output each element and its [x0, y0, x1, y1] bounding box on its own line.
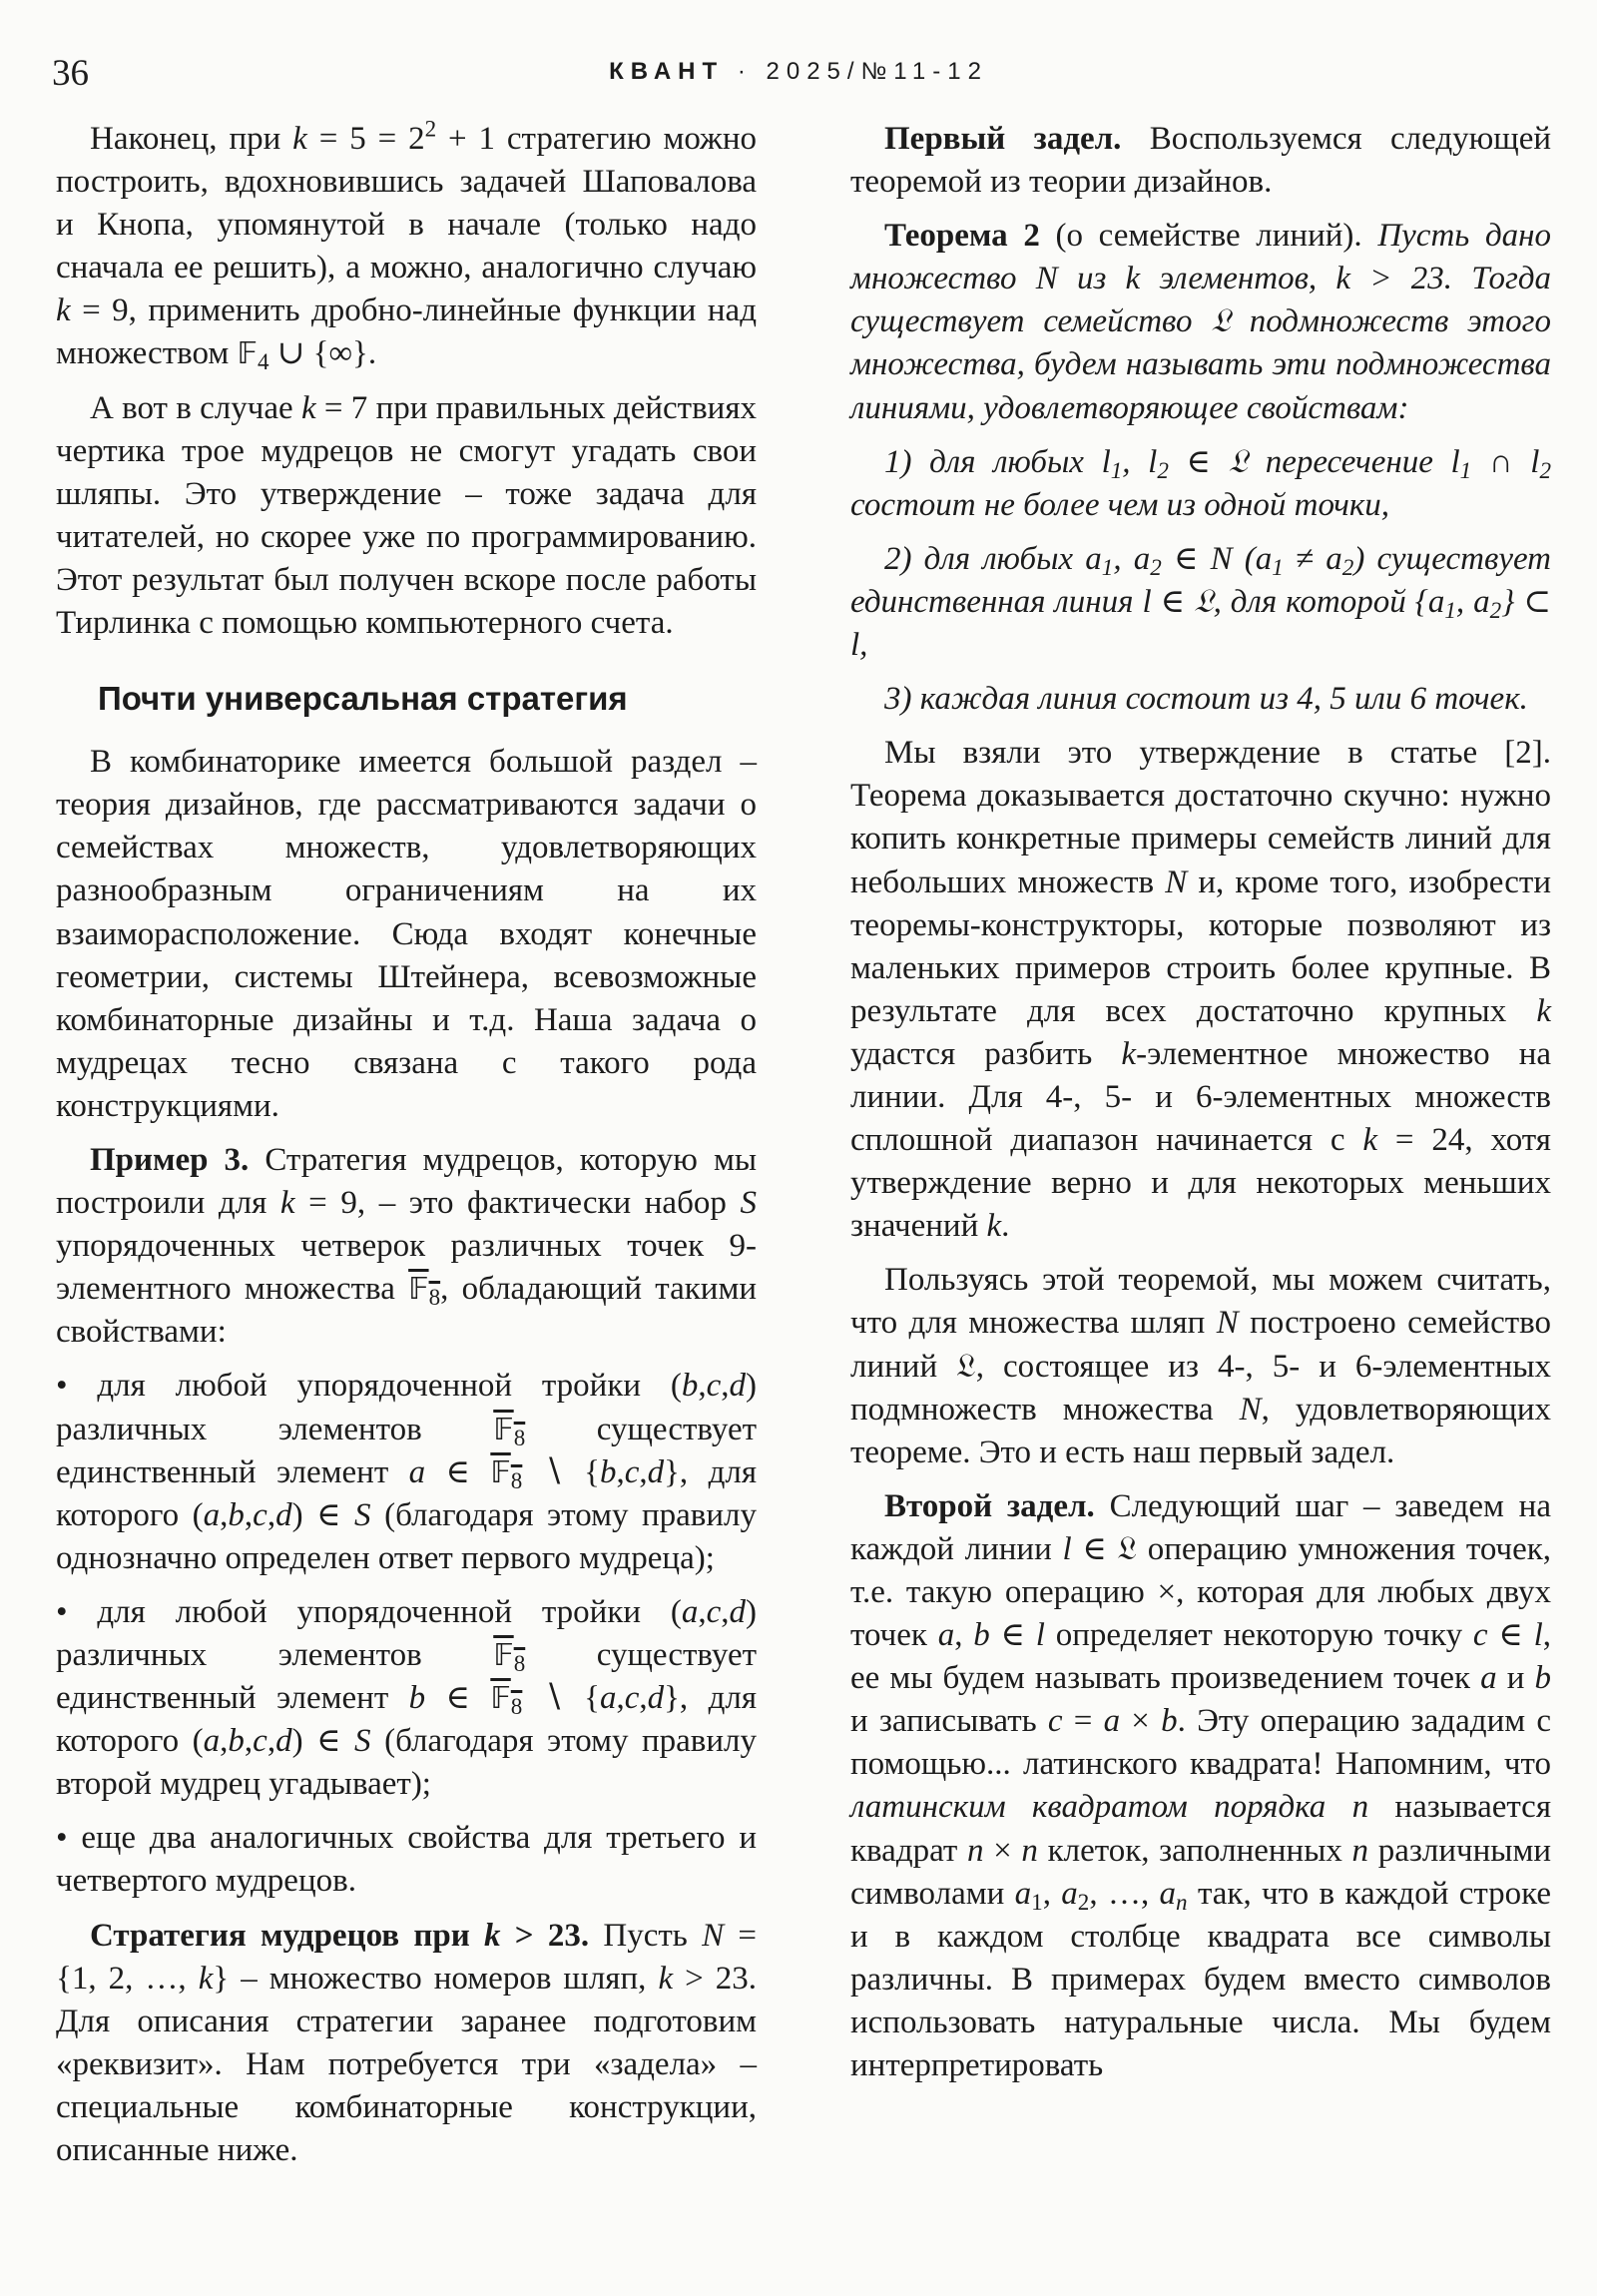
section-title: Почти универсальная стратегия [98, 680, 628, 718]
paragraph: Пример 3. Стратегия мудрецов, которую мы построили для k = 9, – это фактически набор S упорядоченных четверок различных точек 9-элементного множества 𝔽$_8$, обладающий такими свойствами: [56, 1141, 758, 1351]
journal-issue: · 2025/№11-12 [737, 58, 988, 85]
page-number: 36 [52, 53, 89, 94]
theorem-clause: 1) для любых $l_1$, $l_2$ ∈ 𝔏 пересечение $l_1$ ∩ $l_2$ состоит не более чем из одной точки, [850, 443, 1551, 523]
paragraph: Первый задел. Воспользуемся следующей теоремой из теории дизайнов. [850, 121, 1551, 201]
theorem-clause: 3) каждая линия состоит из 4, 5 или 6 точек. [884, 681, 1528, 718]
right-column [850, 118, 1551, 2098]
left-column [56, 115, 758, 2183]
paragraph: А вот в случае k = 7 при правильных действиях чертика трое мудрецов не смогут угадать свои шляпы. Это утверждение – тоже задача для читателей, но скорее уже по программированию. Этот результат был получен вскоре после работы Тирлинка с помощью компьютерного счета. [56, 389, 758, 642]
paragraph: Пользуясь этой теоремой, мы можем считать, что для множества шляп N построено семейство линий 𝔏, состоящее из 4-, 5- и 6-элементных подмножеств множества N, удовлетворяющих теореме. Это и есть наш первый задел. [850, 1262, 1551, 1470]
list-item: • еще два аналогичных свойства для третьего и четвертого мудрецов. [56, 1820, 757, 1900]
page-header [52, 52, 1545, 96]
paragraph: Мы взяли это утверждение в статье [2]. Теорема доказывается достаточно скучно: нужно копить конкретные примеры семейств линий для небольших множеств N и, кроме того, изобрести теоремы-конструкторы, которые позволяют из маленьких примеров строить более крупные. В результате для всех достаточно крупных k удастся разбить k-элементное множество на линии. Для 4-, 5- и 6-элементных множеств сплошной диапазон начинается с k = 24, хотя утверждение верно и для некоторых меньших значений k. [850, 735, 1552, 1245]
paragraph: В комбинаторике имеется большой раздел – теория дизайнов, где рассматриваются задачи о семействах множеств, удовлетворяющих разнообразным ограничениям на их взаиморасположение. Сюда входят конечные геометрии, системы Штейнера, всевозможные комбинаторные дизайны и т.д. Наша задача о мудрецах тесно связана с такого рода конструкциями. [56, 744, 757, 1124]
list-item: • для любой упорядоченной тройки (b,c,d) различных элементов 𝔽$_8$ существует единственный элемент a ∈ 𝔽$_8$ ∖ {b,c,d}, для которого (a,b,c,d) ∈ S (благодаря этому правилу однозначно определен ответ первого мудреца); [56, 1368, 758, 1576]
paragraph: Наконец, при $k = 5 = 2^2 + 1$ стратегию можно построить, вдохновившись задачей Шаповалова и Кнопа, упомянутой в начале (только надо сначала ее решить), а можно, аналогично случаю k = 9, применить дробно-линейные функции над множеством 𝔽$_4$ ∪ {∞}. [56, 115, 757, 375]
list-item: • для любой упорядоченной тройки (a,c,d) различных элементов 𝔽$_8$ существует единственный элемент b ∈ 𝔽$_8$ ∖ {a,c,d}, для которого (a,b,c,d) ∈ S (благодаря этому правилу второй мудрец угадывает); [56, 1593, 758, 1803]
journal-title [52, 58, 1545, 86]
theorem: Теорема 2 (о семействе линий). Пусть дано множество N из k элементов, k > 23. Тогда существует семейство 𝔏 подмножеств этого множества, будем называть эти подмножества линиями, удовлетворяющее свойствам: [850, 218, 1552, 426]
paragraph: Стратегия мудрецов при k > 23. Пусть N = {1, 2, …, k} – множество номеров шляп, k > 23. Для описания стратегии заранее подготовим «реквизит». Нам потребуется три «задела» – специальные комбинаторные конструкции, описанные ниже. [56, 1917, 758, 2169]
paragraph: Второй задел. Следующий шаг – заведем на каждой линии l ∈ 𝔏 операцию умножения точек, т.е. такую операцию ×, которая для любых двух точек a, b ∈ l определяет некоторую точку c ∈ l, ее мы будем называть произведением точек a и b и записывать c = a × b. Эту операцию зададим с помощью... латинского квадрата! Напомним, что латинским квадратом порядка n называется квадрат n × n клеток, заполненных n различными символами $a_1$, $a_2$, …, $a_n$ так, что в каждой строке и в каждом столбце квадрата все символы различны. В примерах будем вместо символов использовать натуральные числа. Мы будем интерпретировать [850, 1487, 1552, 2084]
theorem-clause: 2) для любых $a_1$, $a_2$ ∈ N $(a_1 \ne a_2)$ существует единственная линия l ∈ 𝔏, для которой {$a_1$, $a_2$} ⊂ l, [850, 540, 1552, 664]
journal-name: КВАНТ [609, 58, 725, 85]
